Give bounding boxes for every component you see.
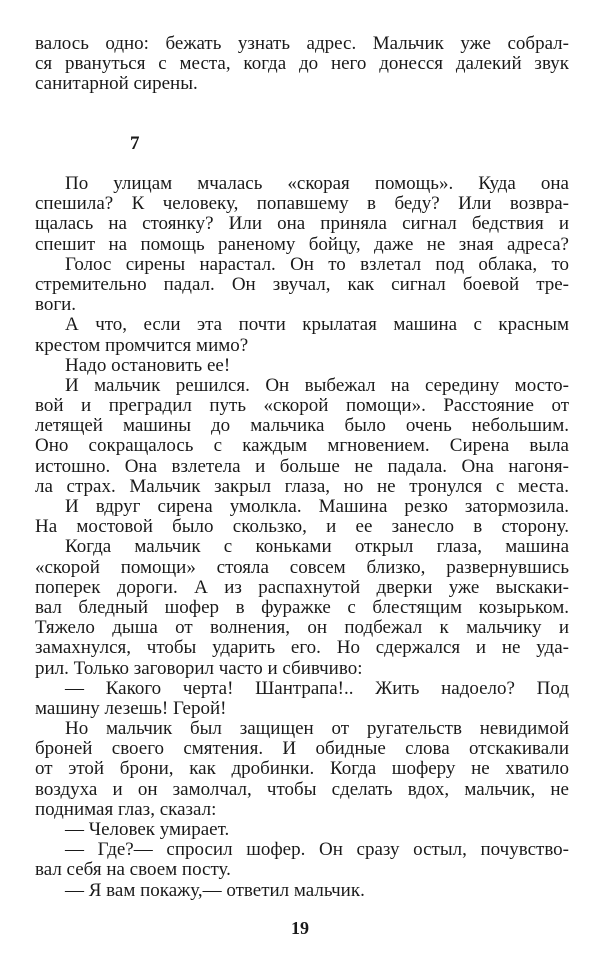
text-line: И вдруг сирена умолкла. Машина резко затормозила. [65, 497, 569, 517]
text-line: Тяжело дыша от волнения, он подбежал к мальчику и [35, 618, 569, 639]
text-line: Но мальчик был защищен от ругательств невидимой [65, 719, 569, 740]
text-line: По улицам мчалась «скорая помощь». Куда она [65, 174, 569, 194]
text-line: вал себя на своем посту. [35, 860, 231, 881]
text-line: воздуха и он замолчал, чтобы сделать вдох, мальчик, не [35, 779, 569, 800]
text-line: И мальчик решился. Он выбежал на середину мосто- [65, 375, 569, 396]
text-line: — Где?— спросил шофер. Он сразу остыл, почувство- [65, 840, 569, 861]
chapter-number: 7 [130, 133, 140, 154]
text-line: спешила? К человеку, попавшему в беду? Или возвра- [35, 194, 569, 215]
text-line: Надо остановить ее! [65, 355, 231, 376]
text-line: истошно. Она взлетела и больше не падала. Она нагоня- [35, 456, 569, 477]
text-line: Голос сирены нарастал. Он то взлетал под облака, то [65, 254, 569, 275]
text-line: Когда мальчик с коньками открыл глаза, машина [65, 537, 569, 558]
text-line: ся рвануться с места, когда до него донесся далекий звук [35, 54, 569, 75]
text-line: броней своего смятения. И обидные слова отскакивали [35, 739, 569, 760]
text-line: стремительно падал. Он звучал, как сигнал боевой тре- [35, 274, 569, 295]
text-line: Оно сокращалось с каждым мгновением. Сирена выла [35, 436, 569, 457]
text-line: валось одно: бежать узнать адрес. Мальчик уже собрал- [35, 34, 569, 54]
text-line: спешит на помощь раненому бойцу, даже не зная адреса? [35, 234, 569, 255]
text-line: На мостовой было скользко, и ее занесло в сторону. [35, 517, 569, 538]
text-line: ла страх. Мальчик закрыл глаза, но не тронулся с места. [35, 476, 569, 497]
text-line: поднимая глаз, сказал: [35, 799, 217, 820]
text-line: поперек дороги. А из распахнутой дверки уже выскаки- [35, 577, 569, 598]
chapter-body [35, 174, 569, 901]
text-line: щалась на стоянку? Или она приняла сигнал бедствия и [35, 214, 569, 235]
text-line: вал бледный шофер в фуражке с блестящим козырьком. [35, 597, 569, 618]
text-line: воги. [35, 295, 77, 316]
page-number: 19 [291, 918, 309, 938]
text-line: летящей машины до мальчика было очень небольшим. [35, 416, 569, 437]
text-line: крестом промчится мимо? [35, 335, 249, 356]
text-line: рил. Только заговорил часто и сбивчиво: [35, 658, 363, 679]
text-line: — Какого черта! Шантрапа!.. Жить надоело? Под [65, 678, 569, 699]
text-line: от этой брони, как дробинки. Когда шоферу не хватило [35, 759, 569, 780]
text-line: А что, если эта почти крылатая машина с красным [65, 315, 569, 336]
text-line: вой и преградил путь «скорой помощи». Расстояние от [35, 396, 569, 417]
text-line: — Я вам покажу,— ответил мальчик. [65, 880, 365, 901]
continued-paragraph [35, 34, 569, 95]
text-line: замахнулся, чтобы ударить его. Но сдержался и не уда- [35, 638, 569, 659]
text-line: санитарной сирены. [35, 74, 198, 95]
text-line: машину лезешь! Герой! [35, 698, 227, 719]
text-line: — Человек умирает. [65, 820, 230, 840]
text-line: «скорой помощи» стояла совсем близко, развернувшись [35, 557, 569, 578]
